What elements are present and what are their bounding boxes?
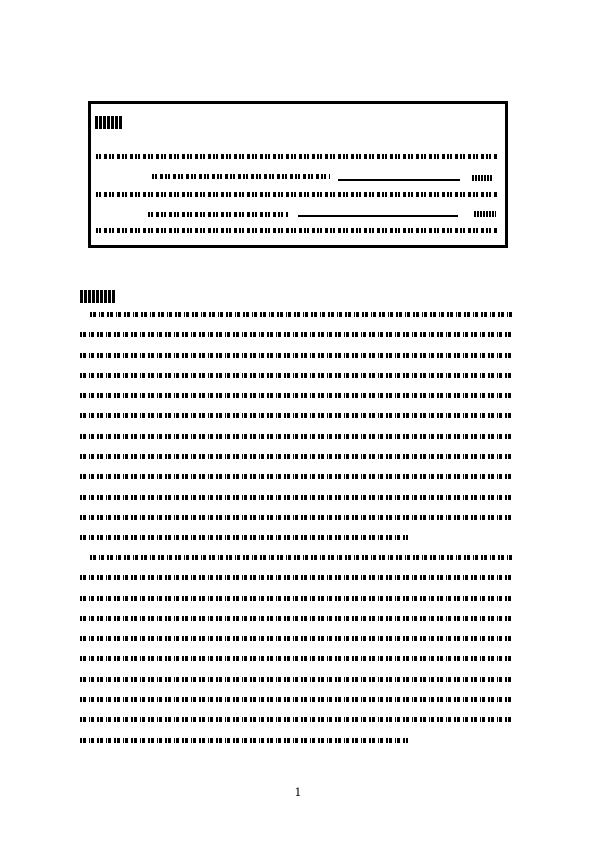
fill-in-blank: [338, 179, 460, 181]
blank-suffix: [474, 211, 496, 217]
text-line: [80, 629, 512, 649]
text-line: [80, 467, 512, 487]
section-heading: [80, 290, 116, 303]
paragraph-1: [80, 305, 512, 549]
text-line: [80, 649, 512, 669]
text-line: [80, 528, 512, 548]
section-heading-glyphs: [80, 290, 116, 303]
box-line: [152, 172, 330, 182]
text-line: [80, 670, 512, 690]
text-line: [80, 325, 512, 345]
text-line: [80, 346, 512, 366]
box-line: [96, 226, 498, 236]
text-line: [80, 305, 512, 325]
text-line: [80, 508, 512, 528]
text-line: [80, 366, 512, 386]
box-line: [96, 190, 498, 200]
text-line: [80, 447, 512, 467]
box-line: [148, 210, 288, 220]
text-line: [80, 427, 512, 447]
text-line: [80, 406, 512, 426]
paragraph-2: [80, 548, 512, 751]
box-heading-glyphs: [95, 116, 123, 129]
box-line: [96, 152, 498, 162]
blank-suffix: [472, 175, 492, 181]
page-number: 1: [294, 786, 302, 799]
text-line: [80, 488, 512, 508]
text-line: [80, 548, 512, 568]
text-line: [80, 731, 512, 751]
fill-in-blank: [298, 215, 458, 217]
text-line: [80, 690, 512, 710]
text-line: [80, 609, 512, 629]
text-line: [80, 710, 512, 730]
text-line: [80, 589, 512, 609]
box-heading: [95, 116, 123, 129]
text-line: [80, 386, 512, 406]
text-line: [80, 568, 512, 588]
